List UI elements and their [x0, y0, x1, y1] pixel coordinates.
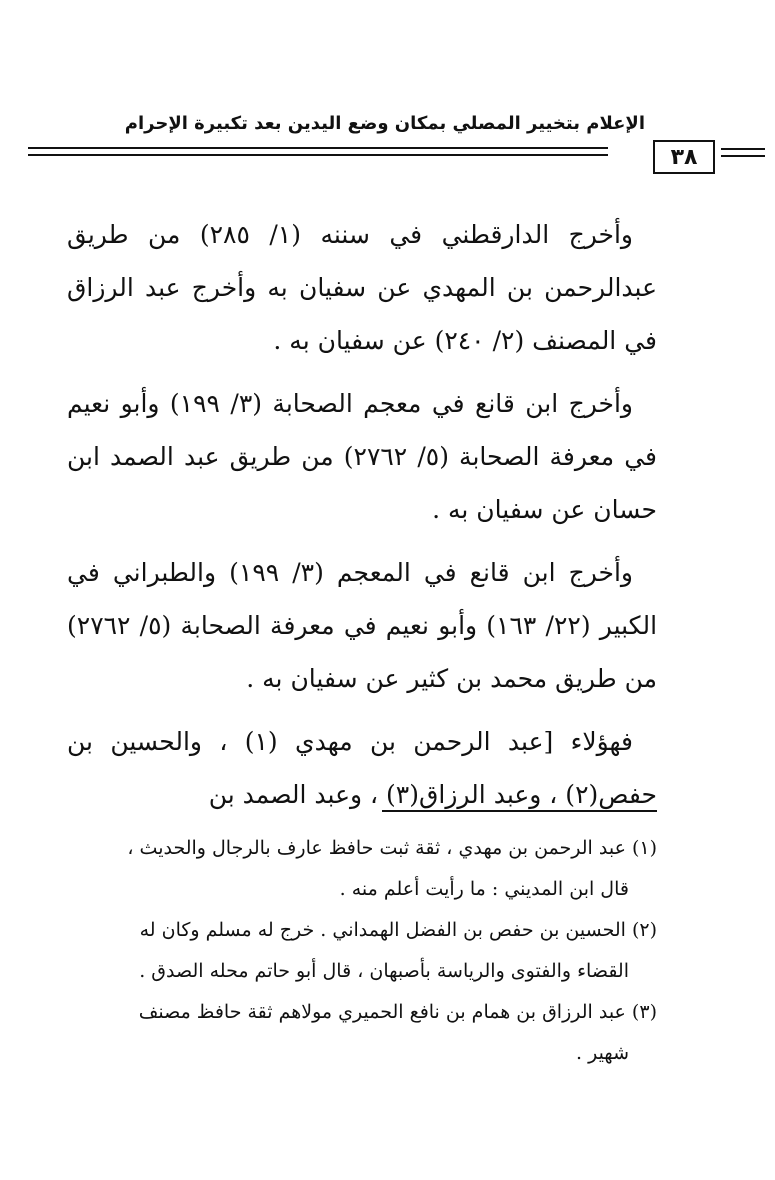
body-paragraph: وأخرج ابن قانع في معجم الصحابة (٣/ ١٩٩) وأبو نعيم في معرفة الصحابة (٥/ ٢٧٦٢) من طريق عبد الصمد ابن حسان عن سفيان به . [67, 389, 658, 524]
header-rule-top [28, 147, 608, 149]
body-paragraph: وأخرج الدارقطني في سننه (١/ ٢٨٥) من طريق عبدالرحمن بن المهدي عن سفيان به وأخرج عبد الرزاق في المصنف (٢/ ٢٤٠) عن سفيان به . [67, 220, 657, 355]
body-paragraph: فهؤلاء [عبد الرحمن بن مهدي (١) ، والحسين بن حفص(٢) ، وعبد الرزاق(٣) ، وعبد الصمد بن [67, 727, 657, 809]
footnote-1: (١) عبد الرحمن بن مهدي ، ثقة ثبت حافظ عارف بالرجال والحديث ، [127, 837, 657, 859]
body-paragraph: وأخرج ابن قانع في المعجم (٣/ ١٩٩) والطبراني في الكبير (٢٢/ ١٦٣) وأبو نعيم في معرفة الصحابة (٥/ ٢٧٦٢) من طريق محمد بن كثير عن سفيان به . [67, 558, 658, 693]
header-rule-bottom [28, 154, 608, 156]
footnote-separator [382, 810, 657, 812]
footnote-3-continuation: شهير . [576, 1042, 629, 1064]
footnote-2-continuation: القضاء والفتوى والرياسة بأصبهان ، قال أبو حاتم محله الصدق . [139, 960, 629, 982]
footnotes [67, 828, 657, 1074]
main-text [67, 208, 657, 821]
footnote-1-continuation: قال ابن المديني : ما رأيت أعلم منه . [339, 878, 629, 900]
running-header-title: الإعلام بتخيير المصلي بمكان وضع اليدين بعد تكبيرة الإحرام [124, 113, 645, 134]
footnote-2: (٢) الحسين بن حفص بن الفضل الهمداني . خرج له مسلم وكان له [139, 919, 657, 941]
footnote-3: (٣) عبد الرزاق بن همام بن نافع الحميري مولاهم ثقة حافظ مصنف [138, 1001, 657, 1023]
page-number: ٣٨ [653, 140, 715, 174]
header-rule-right [721, 148, 765, 162]
